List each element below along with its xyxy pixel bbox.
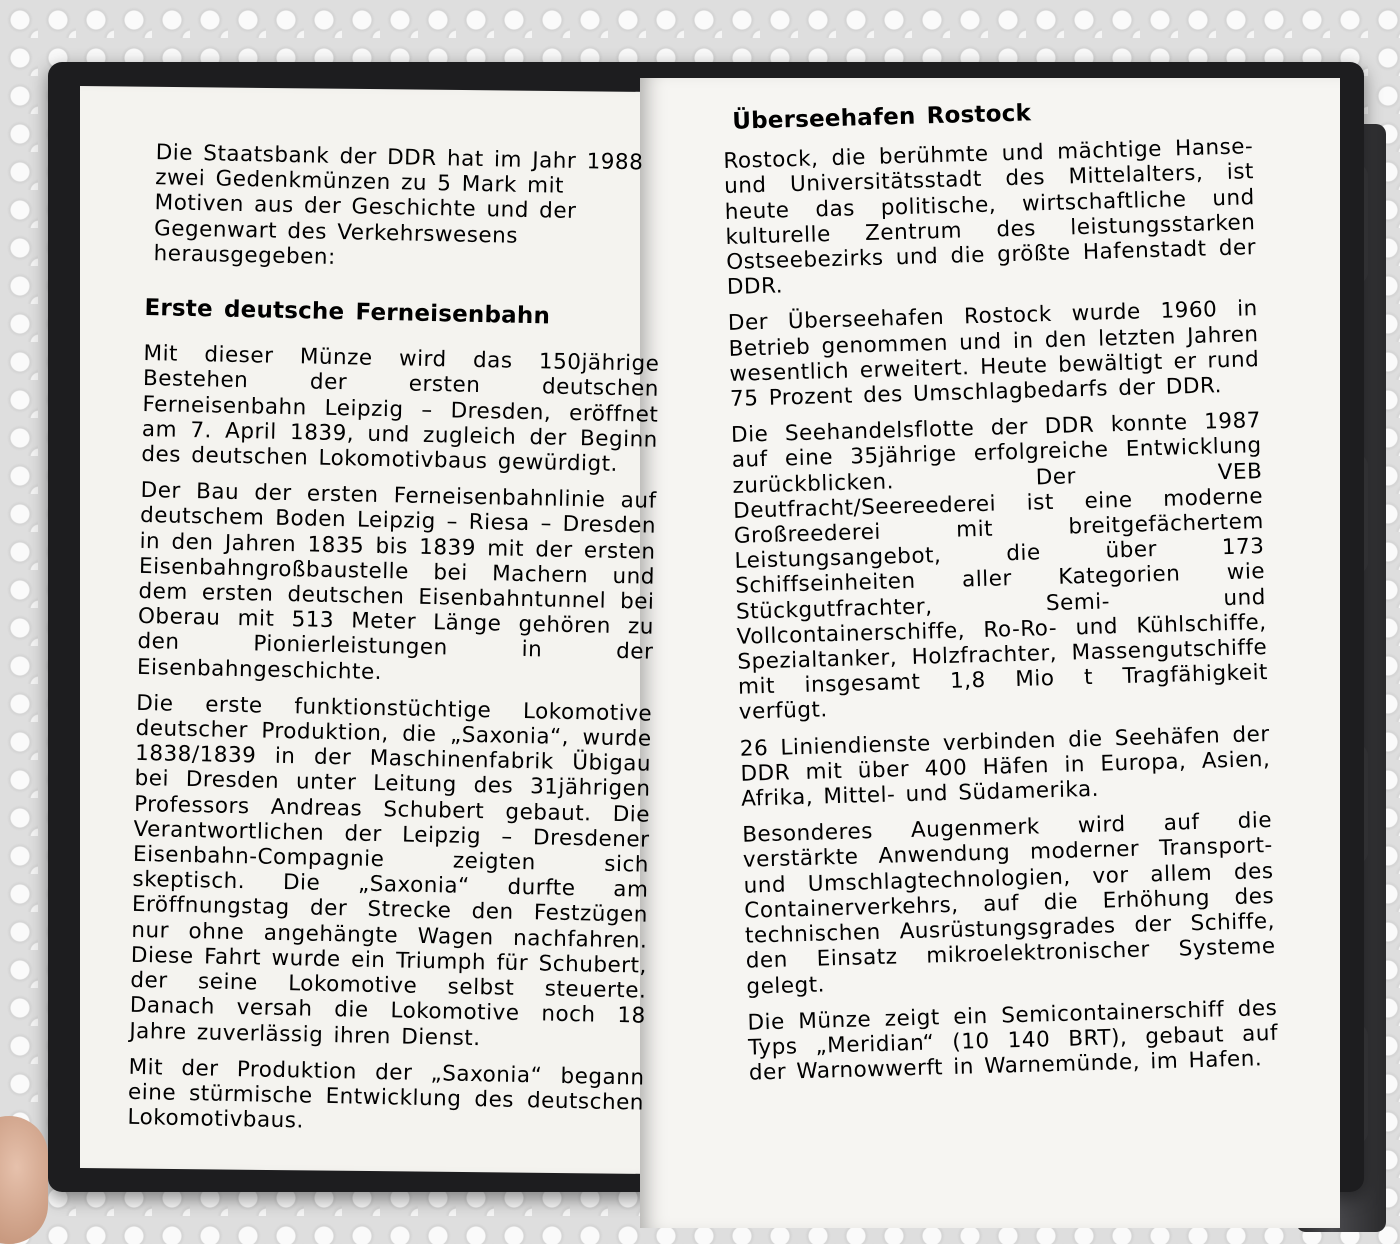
paragraph: Die Seehandelsflotte der DDR konnte 1987 auf eine 35jährige erfolgreiche Entwicklung zurückblicken. Der VEB Deutfracht/Seereederei ist eine moderne Großreederei mit breitgefächertem Leistungsangebot, die über 173 Schiffseinheiten aller Kategorien wie Stückgutfrachter, Semi- und Vollcontainerschiffe, Ro-Ro- und Kühlschiffe, Spezialtanker, Holzfrachter, Massengutschiffe mit insgesamt 1,8 Mio t Tragfähigkeit verfügt.: [730, 408, 1269, 726]
paragraph: Die erste funktionstüchtige Lokomotive deutscher Produktion, die „Saxonia“, wurde 1838/1839 in der Maschinenfabrik Übigau bei Dresden unter Leitung des 31jährigen Professors Andreas Schubert gebaut. Die Verantwortlichen der Leipzig – Dresdener Eisenbahn-Compagnie zeigten sich skeptisch. Die „Saxonia“ durfte am Eröffnungstag der Strecke den Festzügen nur ohne angehängte Wagen nachfahren. Diese Fahrt wurde ein Triumph für Schubert, der seine Lokomotive selbst steuerte. Danach versah die Lokomotive noch 18 Jahre zuverlässig ihren Dienst.: [129, 690, 653, 1051]
paragraph: Der Überseehafen Rostock wurde 1960 in Betrieb genommen und in den letzten Jahren wesentlich erweitert. Heute bewältigt er rund 75 Prozent des Umschlagbedarfs der DDR.: [727, 296, 1260, 412]
right-page-text: [722, 95, 1279, 1097]
paragraph: Mit der Produktion der „Saxonia“ begann eine stürmische Entwicklung des deutschen Lokomotivbaus.: [127, 1054, 645, 1134]
paragraph: Mit dieser Münze wird das 150jährige Bestehen der ersten deutschen Ferneisenbahn Leipzig – Dresden, eröffnet am 7. April 1839, und zugleich der Beginn des deutschen Lokomotivbaus gewürdigt.: [141, 341, 660, 477]
heading-ferneisenbahn: Erste deutsche Ferneisenbahn: [144, 294, 551, 330]
paragraph: Der Bau der ersten Ferneisenbahnlinie auf deutschem Boden Leipzig – Riesa – Dresden in den Jahren 1835 bis 1839 mit der ersten Eisenbahngroßbaustelle bei Machern und dem ersten deutschen Eisenbahntunnel bei Oberau mit 513 Meter Länge gehören zu den Pionierleistungen in der Eisenbahngeschichte.: [136, 478, 657, 685]
left-page-text: [127, 140, 664, 1152]
heading-rostock: Überseehafen Rostock: [731, 100, 1032, 135]
thumb: [0, 1116, 48, 1244]
intro-paragraph: Die Staatsbank der DDR hat im Jahr 1988 zwei Gedenkmünzen zu 5 Mark mit Motiven aus der Geschichte und der Gegenwart des Verkehrswesens herausgegeben:: [153, 140, 644, 270]
paragraph: Besonderes Augenmerk wird auf die verstärkte Anwendung moderner Transport- und Umschlagtechnologien, vor allem des Containerverkehrs, auf die Erhöhung des technischen Ausrüstungsgrades der Schiffe, den Einsatz mikroelektronischer Systeme gelegt.: [741, 808, 1276, 1000]
paragraph: Rostock, die berühmte und mächtige Hanse- und Universitätsstadt des Mittelalters, ist heute das politische, wirtschaftliche und kulturelle Zentrum des leistungsstarken Ostseebezirks und die größte Hafenstadt der DDR.: [723, 134, 1257, 301]
paragraph: 26 Liniendienste verbinden die Seehäfen der DDR mit über 400 Häfen in Europa, Asien, Afrika, Mittel- und Südamerika.: [739, 721, 1271, 812]
paragraph: Die Münze zeigt ein Semicontainerschiff des Typs „Meridian“ (10 140 BRT), gebaut auf der Warnowwerft in Warnemünde, im Hafen.: [747, 995, 1279, 1086]
